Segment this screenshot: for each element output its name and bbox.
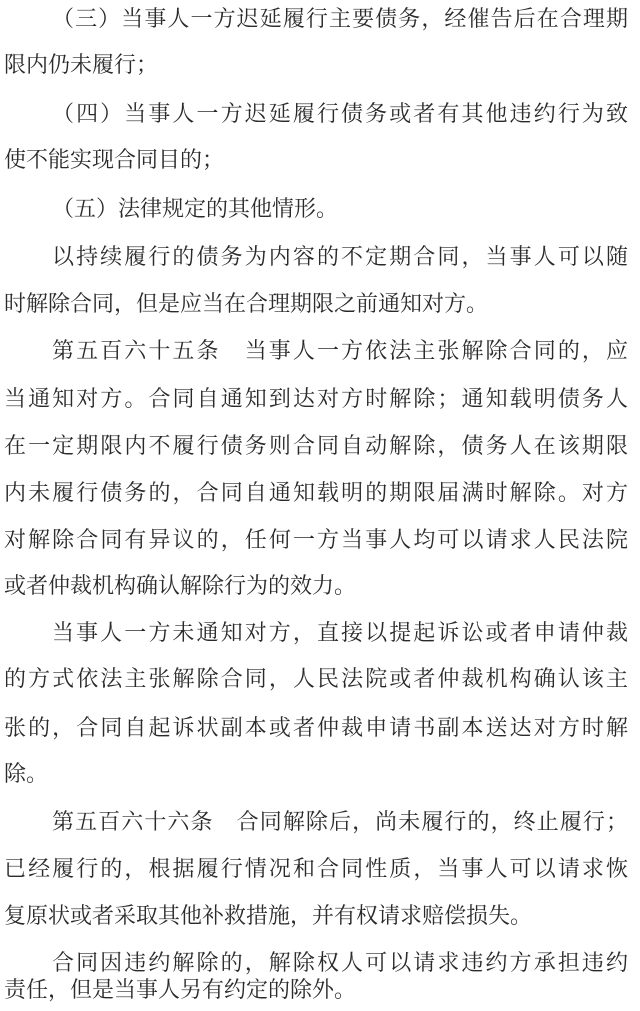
text-line: 对解除合同有异议的，任何一方当事人均可以请求人民法院 <box>4 528 628 553</box>
text-line: 合同因违约解除的，解除权人可以请求违约方承担违约 <box>52 951 628 976</box>
text-line: 第五百六十五条 当事人一方依法主张解除合同的，应 <box>52 339 628 364</box>
text-line: 时解除合同，但是应当在合理期限之前通知对方。 <box>4 292 489 317</box>
text-line: 责任，但是当事人另有约定的除外。 <box>4 978 357 1003</box>
text-line: 当事人一方未通知对方，直接以提起诉讼或者申请仲裁 <box>52 621 628 646</box>
text-line: 以持续履行的债务为内容的不定期合同，当事人可以随 <box>52 245 628 270</box>
text-line: （四）当事人一方迟延履行债务或者有其他违约行为致 <box>52 102 628 127</box>
text-line: 的方式依法主张解除合同，人民法院或者仲裁机构确认该主 <box>4 667 628 692</box>
text-line: 张的，合同自起诉状副本或者仲裁申请书副本送达对方时解 <box>4 716 628 741</box>
text-line: 除。 <box>4 762 49 787</box>
text-line: （五）法律规定的其他情形。 <box>52 197 339 222</box>
text-line: 已经履行的，根据履行情况和合同性质，当事人可以请求恢 <box>4 857 628 882</box>
text-line: 复原状或者采取其他补救措施，并有权请求赔偿损失。 <box>4 904 533 929</box>
text-line: 使不能实现合同目的； <box>4 148 225 173</box>
text-line: 内未履行债务的，合同自通知载明的期限届满时解除。对方 <box>4 481 628 506</box>
text-line: 限内仍未履行； <box>4 53 159 78</box>
text-line: 第五百六十六条 合同解除后，尚未履行的，终止履行； <box>52 810 628 835</box>
text-line: 或者仲裁机构确认解除行为的效力。 <box>4 574 357 599</box>
text-line: 当通知对方。合同自通知到达对方时解除；通知载明债务人 <box>4 387 628 412</box>
text-line: （三）当事人一方迟延履行主要债务，经催告后在合理期 <box>52 7 628 32</box>
text-line: 在一定期限内不履行债务则合同自动解除，债务人在该期限 <box>4 434 628 459</box>
